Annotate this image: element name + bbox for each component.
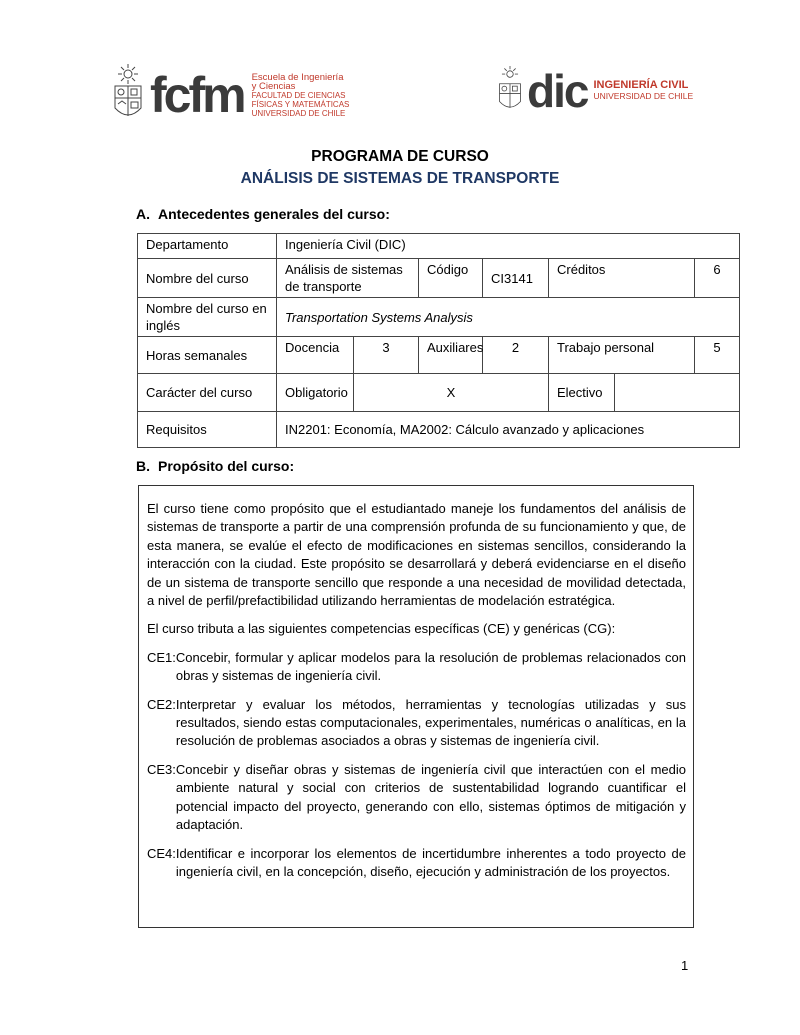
table-row bbox=[138, 374, 740, 412]
section-a-title: Antecedentes generales del curso: bbox=[158, 206, 390, 222]
auxiliares-label: Auxiliares bbox=[419, 337, 483, 374]
fcfm-line-4: FÍSICAS Y MATEMÁTICAS bbox=[251, 99, 350, 109]
fcfm-logo bbox=[112, 64, 349, 126]
fcfm-logo-text bbox=[252, 73, 350, 118]
competencia-item bbox=[147, 845, 686, 882]
competencia-item bbox=[147, 649, 686, 686]
auxiliares-value: 2 bbox=[483, 337, 549, 374]
docencia-value: 3 bbox=[354, 337, 419, 374]
codigo-label: Código bbox=[419, 259, 483, 298]
table-row bbox=[138, 234, 740, 259]
codigo-value: CI3141 bbox=[483, 259, 549, 298]
dic-line-2: UNIVERSIDAD DE CHILE bbox=[593, 91, 694, 101]
competencia-item bbox=[147, 761, 686, 835]
ingles-value: Transportation Systems Analysis bbox=[277, 298, 740, 337]
course-info-table bbox=[137, 233, 740, 448]
competencia-code: CE2: bbox=[147, 696, 176, 712]
nombre-label: Nombre del curso bbox=[138, 259, 277, 298]
table-row bbox=[138, 412, 740, 448]
dic-line-1: INGENIERÍA CIVIL bbox=[593, 79, 689, 91]
competencia-code: CE4: bbox=[147, 845, 176, 861]
nombre-value: Análisis de sistemas de transporte bbox=[277, 259, 419, 298]
obligatorio-mark: X bbox=[354, 374, 549, 412]
table-row bbox=[138, 298, 740, 337]
university-seal-icon bbox=[112, 64, 144, 126]
proposito-box bbox=[138, 485, 694, 928]
page-number: 1 bbox=[681, 958, 689, 973]
trabajo-value: 5 bbox=[695, 337, 740, 374]
requisitos-value: IN2201: Economía, MA2002: Cálculo avanzado y aplicaciones bbox=[277, 412, 740, 448]
competencias-intro: El curso tributa a las siguientes competencias específicas (CE) y genéricas (CG): bbox=[147, 621, 616, 637]
obligatorio-label: Obligatorio bbox=[277, 374, 354, 412]
ingles-label: Nombre del curso en inglés bbox=[138, 298, 277, 337]
section-b-heading bbox=[136, 458, 294, 474]
horas-label: Horas semanales bbox=[138, 337, 277, 374]
course-title: ANÁLISIS DE SISTEMAS DE TRANSPORTE bbox=[240, 170, 560, 187]
dic-logo-text bbox=[593, 80, 693, 102]
proposito-paragraph: El curso tiene como propósito que el estudiantado maneje los fundamentos del análisis de sistemas de transporte a partir de una comprensión profunda de su funcionamiento y que, de esta manera, se evalúe el efecto de modificaciones en sistemas sencillos, considerando la interacción con la ciudad. Este propósito se desarrollará y deberá evidenciarse en el diseño de un sistema de transporte sencillo que responde a una necesidad de movilidad detectada, a nivel de perfil/prefactibilidad utilizando herramientas de modelación estratégica. bbox=[147, 501, 686, 609]
electivo-label: Electivo bbox=[549, 374, 615, 412]
competencia-text: Concebir, formular y aplicar modelos para la resolución de problemas relacionados con obras y sistemas de ingeniería civil. bbox=[175, 649, 686, 684]
section-a-heading bbox=[136, 206, 390, 222]
fcfm-line-2: y Ciencias bbox=[251, 80, 296, 92]
section-b-title: Propósito del curso: bbox=[158, 458, 295, 474]
document-title: PROGRAMA DE CURSO bbox=[311, 148, 489, 165]
caracter-label: Carácter del curso bbox=[138, 374, 277, 412]
fcfm-wordmark: fcfm bbox=[150, 67, 244, 123]
competencia-text: Identificar e incorporar los elementos de incertidumbre inherentes a todo proyecto de ingeniería civil, en la concepción, diseño, ejecución y administración de los proyectos. bbox=[175, 845, 686, 879]
competencia-text: Interpretar y evaluar los métodos, herramientas y tecnologías utilizadas y sus resultados, siendo estas computacionales, experimentales, numéricas o analíticas, en la resolución de problemas asociados a obras y sistemas de ingeniería civil. bbox=[175, 696, 686, 749]
section-a-letter: A. bbox=[136, 206, 150, 222]
docencia-label: Docencia bbox=[277, 337, 354, 374]
departamento-label: Departamento bbox=[138, 234, 277, 259]
departamento-value: Ingeniería Civil (DIC) bbox=[277, 234, 740, 259]
competencia-code: CE3: bbox=[147, 761, 176, 777]
competencia-code: CE1: bbox=[147, 649, 176, 665]
trabajo-label: Trabajo personal bbox=[549, 337, 695, 374]
fcfm-line-5: UNIVERSIDAD DE CHILE bbox=[251, 108, 346, 118]
table-row bbox=[138, 259, 740, 298]
section-b-letter: B. bbox=[136, 458, 150, 474]
creditos-label: Créditos bbox=[549, 259, 695, 298]
dic-wordmark: dic bbox=[527, 65, 588, 117]
fcfm-line-1: Escuela de Ingeniería bbox=[251, 71, 344, 83]
requisitos-label: Requisitos bbox=[138, 412, 277, 448]
electivo-mark bbox=[615, 374, 740, 412]
creditos-value: 6 bbox=[695, 259, 740, 298]
university-seal-icon bbox=[497, 66, 523, 116]
table-row bbox=[138, 337, 740, 374]
fcfm-line-3: FACULTAD DE CIENCIAS bbox=[251, 90, 346, 100]
competencia-text: Concebir y diseñar obras y sistemas de ingeniería civil que interactúen con el medio ambiente natural y social con criterios de sustentabilidad logrando cuantificar el potencial impacto del proyecto, generando con ello, sistemas óptimos de mitigación y adaptación. bbox=[175, 761, 686, 833]
competencia-item bbox=[147, 696, 686, 751]
dic-logo bbox=[497, 66, 693, 116]
